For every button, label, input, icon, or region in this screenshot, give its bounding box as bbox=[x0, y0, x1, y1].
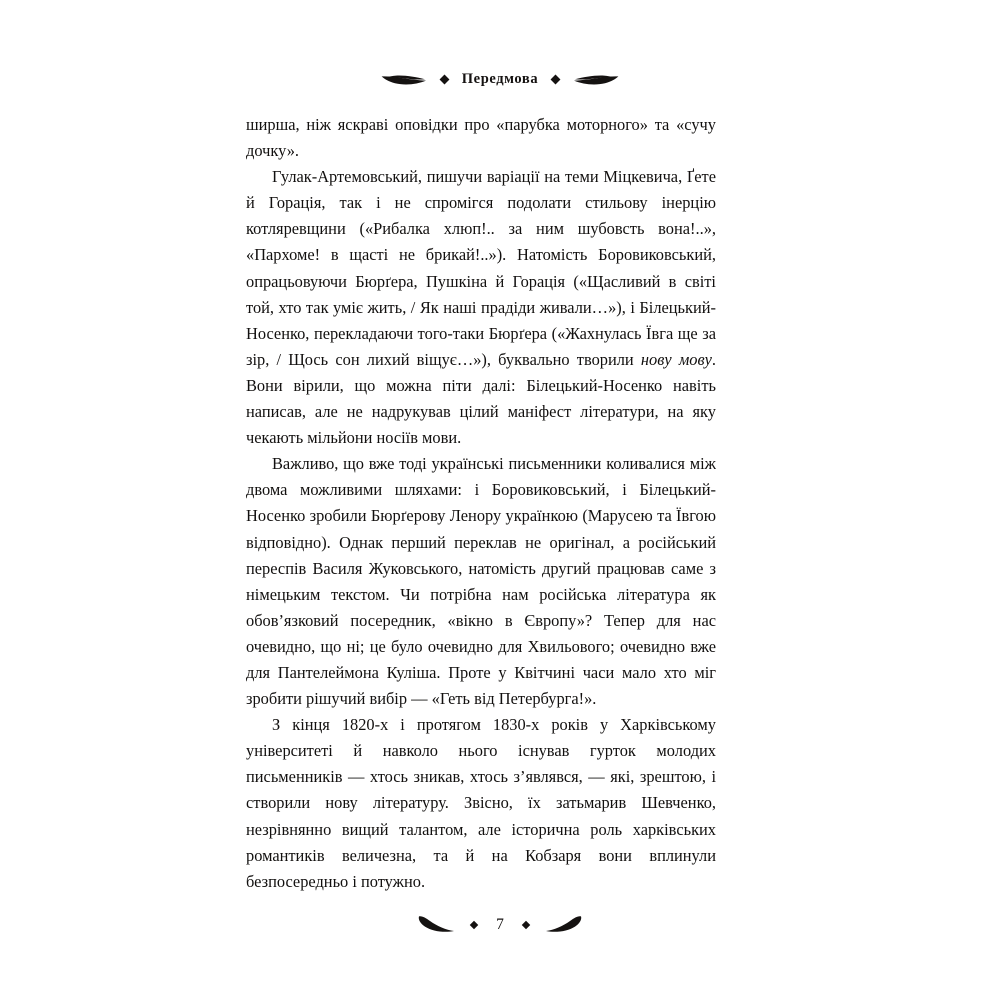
running-head bbox=[0, 66, 1000, 92]
leaf-flourish-right-icon bbox=[573, 71, 619, 87]
diamond-ornament-icon bbox=[439, 74, 449, 84]
body-text bbox=[246, 112, 716, 895]
page-number: 7 bbox=[496, 916, 504, 933]
leaf-flourish-right-icon bbox=[545, 916, 585, 934]
leaf-flourish-left-icon bbox=[381, 71, 427, 87]
paragraph: З кінця 1820-х і протягом 1830-х років у Харківському університеті й навколо нього існував гурток молодих письменників — хтось зникав, хтось з’являвся, — які, зрештою, і створили нову літературу. Звісно, їх затьмарив Шевченко, незрівнянно вищий талантом, але історична роль харківських романтиків величезна, та й на Кобзаря вони вплинули безпосередньо і потужно. bbox=[246, 715, 716, 891]
leaf-flourish-left-icon bbox=[415, 916, 455, 934]
page-footer bbox=[0, 910, 1000, 940]
page-title: Передмова bbox=[461, 70, 539, 87]
diamond-ornament-icon bbox=[522, 921, 530, 929]
diamond-ornament-icon bbox=[470, 921, 478, 929]
paragraph-text: Гулак-Артемовський, пишучи варіації на теми Міцкевича, Ґете й Горація, так і не спромігся подолати стильову інерцію котляревщини («Рибалка хлюп!.. за ним шубовсть вона!..», «Пархоме! в щасті не брикай!..»). Натомість Боровиковський, опрацьовуючи Бюрґера, Пушкіна й Горація («Щасливий в світі той, хто так уміє жить, / Як наші прадіди живали…»), і Білецький-Носенко, перекладаючи того-таки Бюрґера («Жахнулась Ївга ще за зір, / Щось сон лихий віщує…»), буквально творили нову мову. Вони вірили, що можна піти далі: Білецький-Носенко навіть написав, але не надрукував цілий маніфест літератури, на яку чекають мільйони носіїв мови. bbox=[246, 167, 716, 448]
paragraph: ширша, ніж яскраві оповідки про «парубка моторного» та «сучу дочку». bbox=[246, 115, 716, 161]
diamond-ornament-icon bbox=[551, 74, 561, 84]
paragraph bbox=[246, 164, 716, 451]
paragraph: Важливо, що вже тоді українські письменники коливалися між двома можливими шляхами: і Боровиковський, і Білецький-Носенко зробили Бюрґерову Ленору українкою (Марусею та Ївгою відповідно). Однак перший переклав не оригінал, а російський переспів Василя Жуковського, натомість другий працював саме з німецьким текстом. Чи потрібна нам російська література як обов’язковий посередник, «вікно в Європу»? Тепер для нас очевидно, що ні; це було очевидно для Хвильового; очевидно вже для Пантелеймона Куліша. Проте у Квітчині часи мало хто міг зробити рішучий вибір — «Геть від Петербурга!». bbox=[246, 454, 716, 709]
